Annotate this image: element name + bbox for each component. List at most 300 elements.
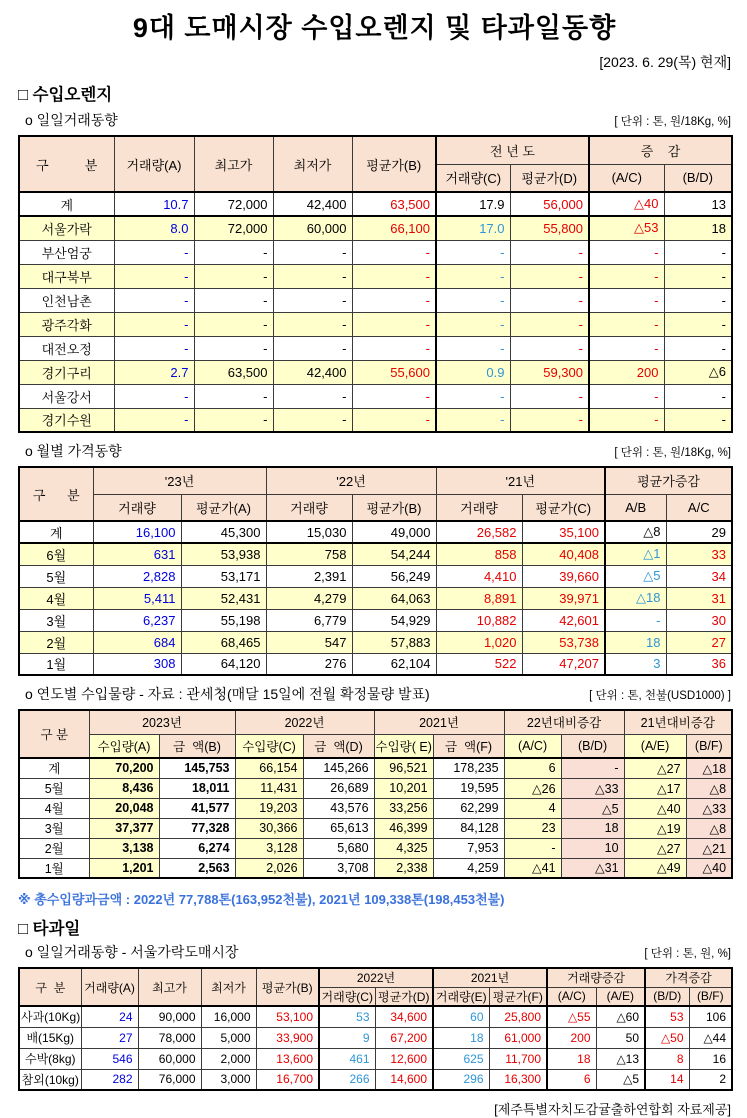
table-cell: -: [194, 264, 273, 288]
table-cell: △5: [561, 798, 624, 818]
table-cell: 6: [547, 1069, 596, 1090]
table-cell: -: [352, 336, 436, 360]
report-date: [2023. 6. 29(목) 현재]: [599, 54, 731, 70]
table-cell: -: [273, 264, 352, 288]
table-cell: △40: [686, 858, 732, 878]
column-header: 거래량: [93, 494, 181, 521]
column-header: (A/C): [547, 987, 596, 1006]
row-label: 2월: [19, 838, 89, 858]
table-cell: -: [664, 384, 732, 408]
daily-trade-table: [18, 135, 733, 433]
column-header: '22년: [266, 467, 436, 494]
column-header: 구 분: [19, 968, 81, 1006]
table-cell: 11,700: [489, 1048, 547, 1069]
table-row: [19, 408, 732, 432]
table-cell: 90,000: [138, 1006, 201, 1027]
table-cell: 1,201: [89, 858, 159, 878]
table-cell: 10,201: [374, 778, 433, 798]
table-row: [19, 312, 732, 336]
table-cell: 49,000: [352, 521, 436, 543]
table-cell: 67,200: [375, 1027, 433, 1048]
monthly-price-label: o 월별 가격동향: [25, 443, 122, 459]
table-cell: 68,465: [181, 631, 266, 653]
table-cell: 858: [436, 543, 522, 565]
yearly-import-subheader: [18, 684, 731, 704]
table-cell: 42,400: [273, 192, 352, 216]
table-cell: 33: [666, 543, 732, 565]
column-header: 금 액(D): [303, 734, 374, 758]
table-cell: -: [352, 264, 436, 288]
table-cell: 41,577: [159, 798, 235, 818]
table-cell: △60: [596, 1006, 645, 1027]
column-header: 거래량(E): [433, 987, 489, 1006]
table-cell: 200: [547, 1027, 596, 1048]
table-cell: 2,563: [159, 858, 235, 878]
row-label: 2월: [19, 631, 93, 653]
table-cell: 72,000: [194, 192, 273, 216]
table-cell: 18: [561, 818, 624, 838]
table-cell: 18: [433, 1027, 489, 1048]
table-cell: 13: [664, 192, 732, 216]
table-cell: 66,154: [235, 758, 303, 778]
table-cell: 6,274: [159, 838, 235, 858]
table-cell: △50: [645, 1027, 689, 1048]
table-cell: -: [273, 312, 352, 336]
table-cell: -: [510, 312, 589, 336]
table-cell: 18: [664, 216, 732, 240]
column-header: A/C: [666, 494, 732, 521]
table-cell: 18: [605, 631, 666, 653]
row-label: 5월: [19, 565, 93, 587]
table-cell: -: [589, 264, 664, 288]
column-header: (A/E): [596, 987, 645, 1006]
column-header: 거래량증감: [547, 968, 645, 987]
other-daily-unit: [ 단위 : 톤, 원, %]: [644, 948, 731, 960]
table-cell: -: [436, 384, 510, 408]
table-cell: △26: [504, 778, 561, 798]
table-cell: -: [114, 288, 194, 312]
table-cell: -: [352, 384, 436, 408]
column-header: 평균가(F): [489, 987, 547, 1006]
table-cell: 39,971: [522, 587, 605, 609]
table-cell: 56,000: [510, 192, 589, 216]
table-cell: 35,100: [522, 521, 605, 543]
table-cell: -: [664, 312, 732, 336]
table-cell: 4,410: [436, 565, 522, 587]
column-header: 평균가증감: [605, 467, 732, 494]
table-cell: 461: [319, 1048, 375, 1069]
column-header: 2022년: [235, 710, 374, 734]
table-cell: 42,400: [273, 360, 352, 384]
column-header: 금 액(B): [159, 734, 235, 758]
table-row: [19, 360, 732, 384]
table-cell: △19: [624, 818, 686, 838]
table-cell: △1: [605, 543, 666, 565]
row-label: 경기수원: [19, 408, 114, 432]
table-cell: 34,600: [375, 1006, 433, 1027]
table-cell: 625: [433, 1048, 489, 1069]
table-cell: 266: [319, 1069, 375, 1090]
table-cell: 2,828: [93, 565, 181, 587]
column-header: (A/C): [504, 734, 561, 758]
table-cell: -: [436, 336, 510, 360]
table-cell: △27: [624, 758, 686, 778]
table-cell: -: [352, 312, 436, 336]
table-cell: 57,883: [352, 631, 436, 653]
column-header: 수입량( E): [374, 734, 433, 758]
table-cell: 53,171: [181, 565, 266, 587]
column-header: 구 분: [19, 710, 89, 758]
other-daily-subheader: [18, 942, 731, 962]
table-row: [19, 609, 732, 631]
table-cell: 60: [433, 1006, 489, 1027]
table-cell: 16,700: [256, 1069, 319, 1090]
table-cell: -: [114, 408, 194, 432]
table-cell: 42,601: [522, 609, 605, 631]
table-row: [19, 192, 732, 216]
table-cell: 25,800: [489, 1006, 547, 1027]
column-header: 증 감: [589, 136, 732, 164]
table-cell: 7,953: [433, 838, 504, 858]
table-cell: 15,030: [266, 521, 352, 543]
table-cell: -: [510, 384, 589, 408]
table-cell: 26,582: [436, 521, 522, 543]
table-cell: 0.9: [436, 360, 510, 384]
table-row: [19, 288, 732, 312]
table-row: [19, 838, 732, 858]
table-row: [19, 1048, 732, 1069]
table-cell: -: [664, 288, 732, 312]
table-row: [19, 565, 732, 587]
table-cell: -: [589, 384, 664, 408]
table-cell: △17: [624, 778, 686, 798]
table-cell: △18: [605, 587, 666, 609]
table-cell: 631: [93, 543, 181, 565]
table-cell: 10,882: [436, 609, 522, 631]
column-header: 최고가: [194, 136, 273, 192]
row-label: 참외(10kg): [19, 1069, 81, 1090]
report-page: [0, 6, 747, 1117]
monthly-price-table: [18, 466, 733, 676]
table-cell: -: [114, 336, 194, 360]
column-header: (A/E): [624, 734, 686, 758]
table-cell: △27: [624, 838, 686, 858]
column-header: 거래량(C): [319, 987, 375, 1006]
column-header: (B/F): [689, 987, 732, 1006]
table-cell: -: [589, 240, 664, 264]
table-cell: -: [589, 408, 664, 432]
column-header: 2021년: [433, 968, 547, 987]
table-cell: -: [605, 609, 666, 631]
table-cell: 14,600: [375, 1069, 433, 1090]
yearly-import-unit: [ 단위 : 톤, 천불(USD1000) ]: [589, 690, 731, 702]
row-label: 4월: [19, 587, 93, 609]
table-cell: 8,891: [436, 587, 522, 609]
column-header: 거래량(A): [81, 968, 138, 1006]
column-header: (B/D): [561, 734, 624, 758]
table-cell: 145,753: [159, 758, 235, 778]
table-cell: 66,100: [352, 216, 436, 240]
row-label: 1월: [19, 653, 93, 675]
table-cell: 53: [645, 1006, 689, 1027]
table-cell: 4,259: [433, 858, 504, 878]
table-cell: -: [273, 408, 352, 432]
column-header: 수입량(A): [89, 734, 159, 758]
table-cell: -: [510, 264, 589, 288]
row-label: 서울가락: [19, 216, 114, 240]
table-cell: △40: [624, 798, 686, 818]
table-cell: 63,500: [352, 192, 436, 216]
table-cell: 27: [666, 631, 732, 653]
table-cell: -: [352, 240, 436, 264]
table-cell: 33,900: [256, 1027, 319, 1048]
table-cell: 16,100: [93, 521, 181, 543]
table-cell: 50: [596, 1027, 645, 1048]
column-header: 평균가(D): [510, 164, 589, 192]
table-cell: 2.7: [114, 360, 194, 384]
table-cell: 546: [81, 1048, 138, 1069]
row-label: 경기구리: [19, 360, 114, 384]
table-cell: 53: [319, 1006, 375, 1027]
table-cell: 145,266: [303, 758, 374, 778]
table-cell: 64,120: [181, 653, 266, 675]
table-cell: -: [504, 838, 561, 858]
table-cell: △55: [547, 1006, 596, 1027]
column-header: 가격증감: [645, 968, 732, 987]
table-cell: 5,680: [303, 838, 374, 858]
table-cell: -: [436, 288, 510, 312]
row-label: 광주각화: [19, 312, 114, 336]
table-cell: 55,800: [510, 216, 589, 240]
table-cell: 76,000: [138, 1069, 201, 1090]
row-label: 서울강서: [19, 384, 114, 408]
table-cell: 3,000: [201, 1069, 256, 1090]
table-cell: -: [352, 288, 436, 312]
table-cell: 547: [266, 631, 352, 653]
table-row: [19, 216, 732, 240]
table-cell: 758: [266, 543, 352, 565]
table-cell: 34: [666, 565, 732, 587]
table-cell: 45,300: [181, 521, 266, 543]
table-cell: 60,000: [138, 1048, 201, 1069]
table-cell: 43,576: [303, 798, 374, 818]
column-header: 전 년 도: [436, 136, 589, 164]
table-row: [19, 264, 732, 288]
table-cell: 77,328: [159, 818, 235, 838]
table-row: [19, 858, 732, 878]
table-cell: -: [664, 336, 732, 360]
table-cell: 40,408: [522, 543, 605, 565]
table-cell: 19,203: [235, 798, 303, 818]
table-cell: 276: [266, 653, 352, 675]
column-header: '23년: [93, 467, 266, 494]
table-cell: 2,000: [201, 1048, 256, 1069]
column-header: 최고가: [138, 968, 201, 1006]
table-cell: 4,279: [266, 587, 352, 609]
daily-trade-unit: [ 단위 : 톤, 원/18Kg, %]: [614, 116, 731, 128]
table-row: [19, 587, 732, 609]
table-cell: -: [589, 288, 664, 312]
table-cell: 54,244: [352, 543, 436, 565]
table-row: [19, 240, 732, 264]
table-cell: -: [114, 264, 194, 288]
row-label: 대전오정: [19, 336, 114, 360]
table-cell: 12,600: [375, 1048, 433, 1069]
daily-trade-subheader: [18, 110, 731, 130]
table-cell: -: [114, 240, 194, 264]
table-cell: 16,300: [489, 1069, 547, 1090]
table-cell: 178,235: [433, 758, 504, 778]
table-cell: 18: [547, 1048, 596, 1069]
table-cell: 106: [689, 1006, 732, 1027]
table-cell: △8: [686, 778, 732, 798]
table-cell: 14: [645, 1069, 689, 1090]
table-cell: -: [273, 384, 352, 408]
row-label: 계: [19, 521, 93, 543]
row-label: 3월: [19, 818, 89, 838]
table-cell: 200: [589, 360, 664, 384]
table-cell: 3,138: [89, 838, 159, 858]
table-cell: △40: [589, 192, 664, 216]
section-heading-other-fruits: □ 타과일: [18, 920, 81, 938]
row-label: 대구북부: [19, 264, 114, 288]
row-label: 계: [19, 758, 89, 778]
column-header: 22년대비증감: [504, 710, 624, 734]
table-row: [19, 1069, 732, 1090]
table-cell: △5: [605, 565, 666, 587]
column-header: '21년: [436, 467, 605, 494]
column-header: (B/D): [645, 987, 689, 1006]
column-header: 2021년: [374, 710, 504, 734]
row-label: 6월: [19, 543, 93, 565]
column-header: 2023년: [89, 710, 235, 734]
table-cell: -: [436, 264, 510, 288]
column-header: (B/D): [664, 164, 732, 192]
column-header: 평균가(B): [352, 494, 436, 521]
table-cell: 522: [436, 653, 522, 675]
table-cell: 282: [81, 1069, 138, 1090]
table-cell: △33: [561, 778, 624, 798]
table-cell: △13: [596, 1048, 645, 1069]
table-cell: 684: [93, 631, 181, 653]
table-cell: 3,708: [303, 858, 374, 878]
yearly-import-label: o 연도별 수입물량 - 자료 : 관세청(매달 15일에 전월 확정물량 발표): [25, 686, 430, 702]
table-cell: -: [664, 264, 732, 288]
column-header: 최저가: [273, 136, 352, 192]
table-cell: 308: [93, 653, 181, 675]
table-cell: 296: [433, 1069, 489, 1090]
table-cell: △41: [504, 858, 561, 878]
table-row: [19, 384, 732, 408]
table-cell: △5: [596, 1069, 645, 1090]
table-cell: 78,000: [138, 1027, 201, 1048]
daily-trade-label: o 일일거래동향: [25, 112, 118, 128]
table-cell: 5,411: [93, 587, 181, 609]
row-label: 계: [19, 192, 114, 216]
table-cell: 16: [689, 1048, 732, 1069]
table-cell: △49: [624, 858, 686, 878]
table-cell: -: [664, 240, 732, 264]
table-cell: 24: [81, 1006, 138, 1027]
row-label: 4월: [19, 798, 89, 818]
table-cell: 47,207: [522, 653, 605, 675]
table-cell: 2,338: [374, 858, 433, 878]
table-row: [19, 543, 732, 565]
table-cell: -: [194, 384, 273, 408]
monthly-price-subheader: [18, 441, 731, 461]
table-cell: -: [194, 312, 273, 336]
table-row: [19, 798, 732, 818]
table-row: [19, 336, 732, 360]
table-cell: 53,938: [181, 543, 266, 565]
table-cell: 39,660: [522, 565, 605, 587]
table-cell: 30: [666, 609, 732, 631]
table-cell: -: [114, 384, 194, 408]
table-cell: -: [194, 288, 273, 312]
table-cell: -: [510, 336, 589, 360]
table-cell: 20,048: [89, 798, 159, 818]
table-row: [19, 521, 732, 543]
table-cell: -: [510, 288, 589, 312]
table-cell: 6: [504, 758, 561, 778]
monthly-price-unit: [ 단위 : 톤, 원/18Kg, %]: [614, 447, 731, 459]
column-header: 평균가(D): [375, 987, 433, 1006]
column-header: (A/C): [589, 164, 664, 192]
table-row: [19, 758, 732, 778]
column-header: 평균가(B): [352, 136, 436, 192]
table-cell: △8: [605, 521, 666, 543]
table-cell: 56,249: [352, 565, 436, 587]
column-header: 평균가(B): [256, 968, 319, 1006]
column-header: 최저가: [201, 968, 256, 1006]
column-header: 2022년: [319, 968, 433, 987]
table-cell: -: [273, 336, 352, 360]
table-cell: -: [273, 240, 352, 264]
table-cell: -: [114, 312, 194, 336]
table-cell: 46,399: [374, 818, 433, 838]
row-label: 인천남촌: [19, 288, 114, 312]
table-cell: 10: [561, 838, 624, 858]
column-header: 거래량(C): [436, 164, 510, 192]
column-header: 금 액(F): [433, 734, 504, 758]
table-cell: 2: [689, 1069, 732, 1090]
table-cell: 72,000: [194, 216, 273, 240]
table-cell: -: [510, 408, 589, 432]
column-header: 거래량(A): [114, 136, 194, 192]
table-cell: 26,689: [303, 778, 374, 798]
table-cell: △31: [561, 858, 624, 878]
column-header: A/B: [605, 494, 666, 521]
table-cell: △18: [686, 758, 732, 778]
table-row: [19, 1006, 732, 1027]
row-label: 1월: [19, 858, 89, 878]
table-cell: 19,595: [433, 778, 504, 798]
table-cell: 6,237: [93, 609, 181, 631]
table-cell: 30,366: [235, 818, 303, 838]
table-cell: 16,000: [201, 1006, 256, 1027]
table-cell: △8: [686, 818, 732, 838]
table-cell: 55,600: [352, 360, 436, 384]
table-row: [19, 818, 732, 838]
table-cell: △44: [689, 1027, 732, 1048]
table-cell: 8.0: [114, 216, 194, 240]
table-cell: -: [436, 312, 510, 336]
table-cell: 8: [645, 1048, 689, 1069]
table-cell: 3: [605, 653, 666, 675]
table-cell: 54,929: [352, 609, 436, 631]
column-header: 수입량(C): [235, 734, 303, 758]
table-cell: 29: [666, 521, 732, 543]
